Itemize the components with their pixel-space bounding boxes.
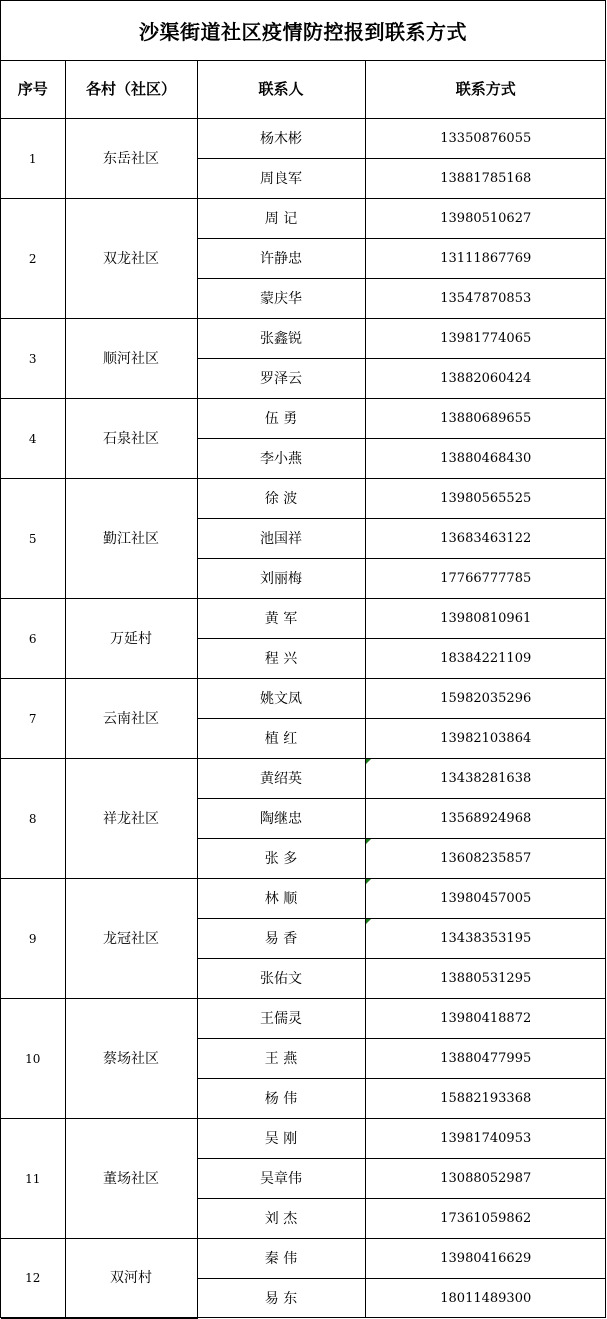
table-row xyxy=(1,599,606,639)
contact-phone: 13350876055 xyxy=(365,119,606,159)
contact-phone: 13880531295 xyxy=(365,959,606,999)
contact-phone: 18011489300 xyxy=(365,1279,606,1319)
table-row xyxy=(1,479,606,519)
contact-name: 王 燕 xyxy=(197,1039,365,1079)
contact-phone: 13111867769 xyxy=(365,239,606,279)
village-name: 云南社区 xyxy=(65,679,197,759)
table-row xyxy=(1,999,606,1039)
row-index: 1 xyxy=(1,119,65,199)
contact-name: 植 红 xyxy=(197,719,365,759)
contact-phone: 13980565525 xyxy=(365,479,606,519)
contact-phone: 17361059862 xyxy=(365,1199,606,1239)
table-row xyxy=(1,1239,606,1279)
contact-phone: 13683463122 xyxy=(365,519,606,559)
contact-phone: 13438281638 xyxy=(365,759,606,799)
row-index: 3 xyxy=(1,319,65,399)
village-name: 蔡场社区 xyxy=(65,999,197,1119)
contact-phone: 13088052987 xyxy=(365,1159,606,1199)
contact-phone: 13980418872 xyxy=(365,999,606,1039)
table-row xyxy=(1,199,606,239)
header-village: 各村（社区） xyxy=(65,61,197,119)
contact-name: 李小燕 xyxy=(197,439,365,479)
contact-name: 周良军 xyxy=(197,159,365,199)
contact-name: 张佑文 xyxy=(197,959,365,999)
village-name: 祥龙社区 xyxy=(65,759,197,879)
village-name: 东岳社区 xyxy=(65,119,197,199)
contact-name: 黄绍英 xyxy=(197,759,365,799)
row-index: 12 xyxy=(1,1239,65,1319)
contact-name: 秦 伟 xyxy=(197,1239,365,1279)
contact-name: 易 香 xyxy=(197,919,365,959)
row-index: 6 xyxy=(1,599,65,679)
contact-name: 吴章伟 xyxy=(197,1159,365,1199)
contact-phone: 13980416629 xyxy=(365,1239,606,1279)
contact-phone: 13881785168 xyxy=(365,159,606,199)
contact-name: 池国祥 xyxy=(197,519,365,559)
contact-name: 陶继忠 xyxy=(197,799,365,839)
contact-phone: 13438353195 xyxy=(365,919,606,959)
contact-name: 刘丽梅 xyxy=(197,559,365,599)
village-name: 双龙社区 xyxy=(65,199,197,319)
contact-phone: 13608235857 xyxy=(365,839,606,879)
contact-name: 程 兴 xyxy=(197,639,365,679)
contact-name: 刘 杰 xyxy=(197,1199,365,1239)
contact-phone: 13882060424 xyxy=(365,359,606,399)
row-index: 10 xyxy=(1,999,65,1119)
contact-name: 周 记 xyxy=(197,199,365,239)
header-phone: 联系方式 xyxy=(365,61,606,119)
header-row xyxy=(1,61,606,119)
header-contact: 联系人 xyxy=(197,61,365,119)
contact-phone: 15982035296 xyxy=(365,679,606,719)
row-index: 11 xyxy=(1,1119,65,1239)
contact-name: 伍 勇 xyxy=(197,399,365,439)
contact-name: 易 东 xyxy=(197,1279,365,1319)
table-row xyxy=(1,399,606,439)
table-row xyxy=(1,679,606,719)
table-row xyxy=(1,759,606,799)
contact-name: 徐 波 xyxy=(197,479,365,519)
table-body xyxy=(1,119,606,1319)
contact-name: 张 多 xyxy=(197,839,365,879)
contact-phone: 13568924968 xyxy=(365,799,606,839)
table-row xyxy=(1,879,606,919)
village-name: 勤江社区 xyxy=(65,479,197,599)
contact-phone: 13981740953 xyxy=(365,1119,606,1159)
contact-phone: 13980810961 xyxy=(365,599,606,639)
contact-name: 蒙庆华 xyxy=(197,279,365,319)
header-index: 序号 xyxy=(1,61,65,119)
contact-name: 王儒灵 xyxy=(197,999,365,1039)
row-index: 9 xyxy=(1,879,65,999)
village-name: 龙冠社区 xyxy=(65,879,197,999)
contact-phone: 13880477995 xyxy=(365,1039,606,1079)
contact-phone: 13982103864 xyxy=(365,719,606,759)
contact-name: 张鑫锐 xyxy=(197,319,365,359)
page-title: 沙渠街道社区疫情防控报到联系方式 xyxy=(139,20,467,44)
village-name: 董场社区 xyxy=(65,1119,197,1239)
contact-phone: 13880689655 xyxy=(365,399,606,439)
title-row xyxy=(1,1,605,61)
village-name: 双河村 xyxy=(65,1239,197,1319)
contact-phone: 13547870853 xyxy=(365,279,606,319)
contact-phone: 17766777785 xyxy=(365,559,606,599)
contact-name: 吴 刚 xyxy=(197,1119,365,1159)
contact-phone: 13981774065 xyxy=(365,319,606,359)
contact-name: 罗泽云 xyxy=(197,359,365,399)
contact-name: 杨木彬 xyxy=(197,119,365,159)
row-index: 8 xyxy=(1,759,65,879)
contact-name: 林 顺 xyxy=(197,879,365,919)
row-index: 5 xyxy=(1,479,65,599)
table-row xyxy=(1,119,606,159)
contact-name: 杨 伟 xyxy=(197,1079,365,1119)
table-row xyxy=(1,1119,606,1159)
contact-phone: 13880468430 xyxy=(365,439,606,479)
contact-name: 姚文凤 xyxy=(197,679,365,719)
village-name: 万延村 xyxy=(65,599,197,679)
row-index: 4 xyxy=(1,399,65,479)
village-name: 顺河社区 xyxy=(65,319,197,399)
village-name: 石泉社区 xyxy=(65,399,197,479)
table-row xyxy=(1,319,606,359)
contact-name: 许静忠 xyxy=(197,239,365,279)
contact-phone: 18384221109 xyxy=(365,639,606,679)
contact-table xyxy=(1,61,606,1319)
contact-phone: 15882193368 xyxy=(365,1079,606,1119)
row-index: 7 xyxy=(1,679,65,759)
contact-phone: 13980457005 xyxy=(365,879,606,919)
row-index: 2 xyxy=(1,199,65,319)
contact-phone: 13980510627 xyxy=(365,199,606,239)
contact-name: 黄 军 xyxy=(197,599,365,639)
